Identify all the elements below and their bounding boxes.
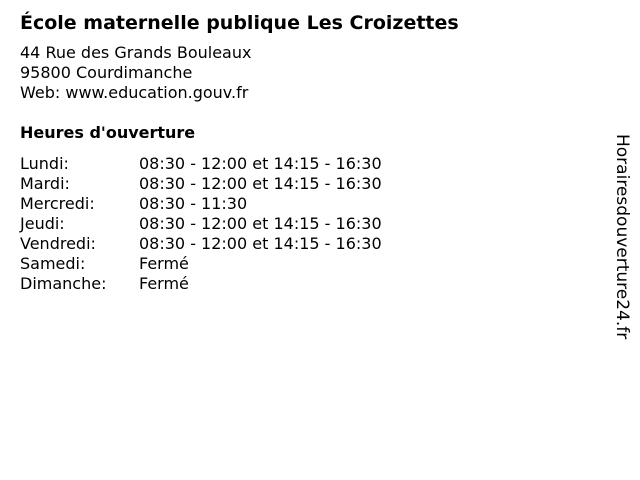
hours-row-tuesday: [20, 174, 382, 194]
address-block: [20, 43, 251, 103]
website-line: Web: www.education.gouv.fr: [20, 83, 249, 102]
time-value: 08:30 - 12:00 et 14:15 - 16:30: [139, 174, 382, 193]
day-label: Vendredi:: [20, 234, 96, 253]
day-label: Mercredi:: [20, 194, 95, 213]
hours-row-sunday: [20, 274, 382, 294]
hours-row-monday: [20, 154, 382, 174]
hours-row-wednesday: [20, 194, 382, 214]
day-label: Dimanche:: [20, 274, 107, 293]
hours-table: [20, 154, 382, 294]
day-label: Lundi:: [20, 154, 69, 173]
hours-row-thursday: [20, 214, 382, 234]
hours-heading: Heures d'ouverture: [20, 123, 196, 142]
hours-row-friday: [20, 234, 382, 254]
city-address: 95800 Courdimanche: [20, 63, 193, 82]
day-label: Samedi:: [20, 254, 86, 273]
time-value: 08:30 - 12:00 et 14:15 - 16:30: [139, 234, 382, 253]
watermark-text: Horairesdouverture24.fr: [612, 134, 632, 340]
day-label: Jeudi:: [20, 214, 65, 233]
time-value: Fermé: [139, 274, 189, 293]
time-value: 08:30 - 11:30: [139, 194, 248, 213]
page-title: École maternelle publique Les Croizettes: [20, 12, 459, 34]
hours-row-saturday: [20, 254, 382, 274]
time-value: Fermé: [139, 254, 189, 273]
day-label: Mardi:: [20, 174, 70, 193]
time-value: 08:30 - 12:00 et 14:15 - 16:30: [139, 154, 382, 173]
street-address: 44 Rue des Grands Bouleaux: [20, 43, 252, 62]
time-value: 08:30 - 12:00 et 14:15 - 16:30: [139, 214, 382, 233]
site-watermark: [612, 134, 634, 372]
